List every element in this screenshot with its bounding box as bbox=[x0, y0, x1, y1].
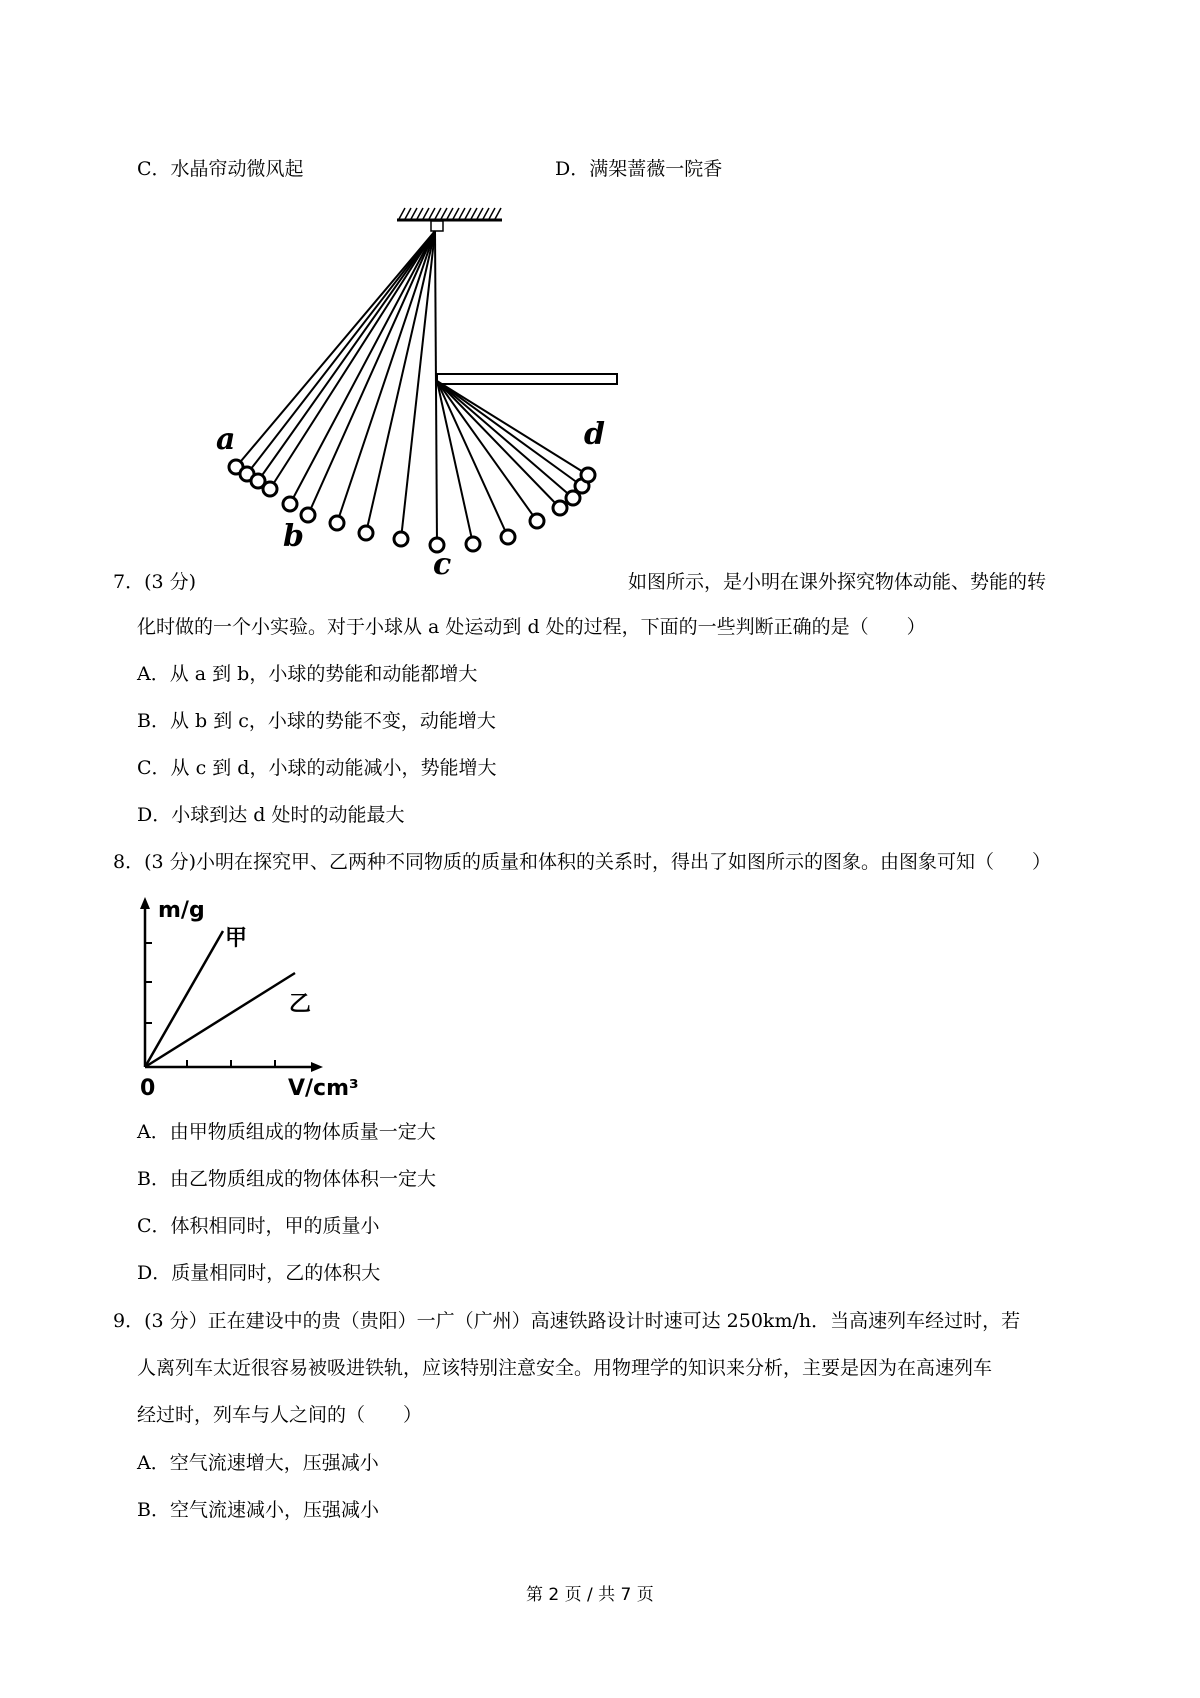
line-yi bbox=[145, 973, 295, 1067]
origin-label: 0 bbox=[140, 1076, 156, 1101]
label-d: d bbox=[584, 417, 605, 452]
ceiling-hatch bbox=[441, 208, 447, 219]
ball bbox=[581, 468, 595, 482]
q9-stem-line1: 9．(3 分）正在建设中的贵（贵阳）一广（广州）高速铁路设计时速可达 250km/h．当高速列车经过时，若 bbox=[113, 1310, 1021, 1332]
label-b: b bbox=[283, 519, 304, 554]
string-left bbox=[435, 231, 437, 545]
q9-stem-line3: 经过时，列车与人之间的（ ） bbox=[137, 1404, 423, 1426]
ceiling-hatch bbox=[471, 208, 477, 219]
ceiling-hatch bbox=[489, 208, 495, 219]
string-right bbox=[437, 381, 573, 498]
ceiling-hatch bbox=[465, 208, 471, 219]
ball bbox=[359, 526, 373, 540]
ceiling-hatch bbox=[483, 208, 489, 219]
ceiling-hatch bbox=[459, 208, 465, 219]
string-right bbox=[437, 381, 560, 508]
ball bbox=[530, 514, 544, 528]
series-label-yi: 乙 bbox=[289, 992, 312, 1017]
prev-option-d: D．满架蔷薇一院香 bbox=[555, 158, 723, 180]
string-left bbox=[236, 231, 435, 467]
q8-option-a: A．由甲物质组成的物体质量一定大 bbox=[137, 1121, 436, 1143]
q9-option-a: A．空气流速增大，压强减小 bbox=[137, 1452, 379, 1474]
ceiling-hatch bbox=[453, 208, 459, 219]
label-c: c bbox=[433, 547, 452, 582]
ceiling-hatch bbox=[423, 208, 429, 219]
q9-option-b: B．空气流速减小，压强减小 bbox=[137, 1499, 379, 1521]
ceiling-hatch bbox=[405, 208, 411, 219]
ceiling-hatch bbox=[417, 208, 423, 219]
mass-volume-graph bbox=[125, 895, 359, 1101]
line-jia bbox=[145, 931, 223, 1067]
ball bbox=[283, 497, 297, 511]
q8-option-c: C．体积相同时，甲的质量小 bbox=[137, 1215, 380, 1237]
ball bbox=[501, 530, 515, 544]
string-left bbox=[258, 231, 435, 481]
ball bbox=[394, 532, 408, 546]
ball bbox=[553, 501, 567, 515]
q9-stem-line2: 人离列车太近很容易被吸进铁轨，应该特别注意安全。用物理学的知识来分析，主要是因为在高速列车 bbox=[137, 1357, 993, 1379]
series-label-jia: 甲 bbox=[225, 926, 248, 951]
ceiling-hatch bbox=[495, 208, 501, 219]
nail-bar bbox=[437, 374, 617, 384]
ball bbox=[330, 516, 344, 530]
q7-option-b: B．从 b 到 c，小球的势能不变，动能增大 bbox=[137, 710, 496, 732]
q8-option-b: B．由乙物质组成的物体体积一定大 bbox=[137, 1168, 436, 1190]
q7-number: 7．(3 分) bbox=[113, 571, 197, 593]
ceiling-hatch bbox=[447, 208, 453, 219]
string-left bbox=[308, 231, 435, 515]
ball bbox=[263, 482, 277, 496]
y-axis-label: m/g bbox=[158, 898, 205, 923]
q8-option-d: D．质量相同时，乙的体积大 bbox=[137, 1262, 381, 1284]
x-axis-arrow bbox=[311, 1062, 323, 1072]
q8-stem: 8．(3 分)小明在探究甲、乙两种不同物质的质量和体积的关系时，得出了如图所示的图象。由图象可知（ ） bbox=[113, 851, 1052, 873]
ceiling-hatch bbox=[399, 208, 405, 219]
y-axis-arrow bbox=[140, 897, 150, 909]
string-left bbox=[290, 231, 435, 504]
ceiling-hatch bbox=[435, 208, 441, 219]
ceiling-hatch bbox=[411, 208, 417, 219]
page-footer: 第 2 页 / 共 7 页 bbox=[526, 1585, 654, 1605]
q7-option-d: D．小球到达 d 处时的动能最大 bbox=[137, 804, 405, 826]
prev-option-c: C．水晶帘动微风起 bbox=[137, 158, 304, 180]
ceiling-hatch bbox=[477, 208, 483, 219]
pivot-block bbox=[431, 221, 443, 231]
string-right bbox=[437, 381, 582, 486]
q7-option-a: A．从 a 到 b，小球的势能和动能都增大 bbox=[137, 663, 478, 685]
x-axis-label: V/cm³ bbox=[288, 1076, 359, 1101]
string-right bbox=[437, 381, 508, 537]
ball bbox=[466, 537, 480, 551]
ceiling-hatch bbox=[429, 208, 435, 219]
q7-option-c: C．从 c 到 d，小球的动能减小，势能增大 bbox=[137, 757, 497, 779]
q7-stem-line2: 化时做的一个小实验。对于小球从 a 处运动到 d 处的过程，下面的一些判断正确的是（ ） bbox=[137, 616, 926, 638]
string-left bbox=[337, 231, 435, 523]
string-right bbox=[437, 381, 588, 475]
label-a: a bbox=[216, 422, 236, 457]
q7-stem-line1: 如图所示，是小明在课外探究物体动能、势能的转 bbox=[628, 571, 1047, 593]
